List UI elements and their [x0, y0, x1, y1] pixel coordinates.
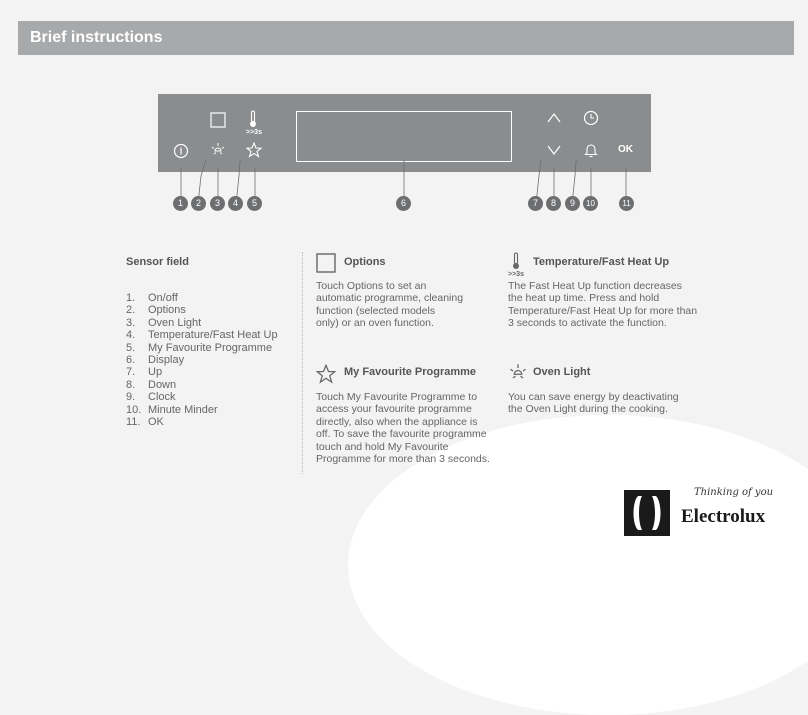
- logo-mark-icon: [624, 490, 670, 536]
- callout-number: 5: [247, 196, 262, 211]
- callout-number: 10: [583, 196, 598, 211]
- list-item: 4. Temperature/Fast Heat Up: [126, 329, 278, 342]
- ok-button[interactable]: OK: [618, 144, 633, 155]
- callout-number: 7: [528, 196, 543, 211]
- oven-light-text: You can save energy by deactivating the Oven Light during the cooking.: [508, 391, 679, 416]
- callout-number: 2: [191, 196, 206, 211]
- list-item: 5. My Favourite Programme: [126, 341, 273, 354]
- sensor-list: [126, 292, 278, 428]
- thermometer-icon: [511, 252, 521, 270]
- thermometer-icon[interactable]: [248, 110, 258, 128]
- options-square-icon[interactable]: [210, 112, 226, 128]
- options-title: Options: [344, 256, 386, 268]
- star-icon: [316, 364, 336, 384]
- list-item: 10. Minute Minder: [126, 403, 218, 416]
- callout-number: 6: [396, 196, 411, 211]
- callout-number: 1: [173, 196, 188, 211]
- oven-light-icon: [508, 363, 528, 383]
- options-text: Touch Options to set an automatic programme, cleaning function (selected models only) or an oven function.: [316, 280, 464, 330]
- power-icon[interactable]: [173, 143, 189, 159]
- chevron-up-icon[interactable]: [547, 112, 561, 124]
- callout-number: 8: [546, 196, 561, 211]
- callout-number: 9: [565, 196, 580, 211]
- brand-tagline: Thinking of you: [694, 487, 774, 498]
- electrolux-logo: [624, 490, 670, 536]
- temperature-title: Temperature/Fast Heat Up: [533, 256, 670, 268]
- fast-heat-icon-label: >>3s: [508, 271, 524, 278]
- list-item: 1. On/off: [126, 292, 178, 304]
- bell-icon[interactable]: [584, 142, 598, 158]
- callout-number: 3: [210, 196, 225, 211]
- temperature-text: The Fast Heat Up function decreases the heat up time. Press and hold Temperature/Fast Heat Up for more than 3 seconds to activate the function.: [508, 280, 698, 330]
- callout-diagram: [158, 160, 658, 220]
- favourite-title: My Favourite Programme: [344, 366, 477, 378]
- chevron-down-icon[interactable]: [547, 144, 561, 156]
- list-item: 8. Down: [126, 378, 177, 391]
- list-item: 6. Display: [126, 354, 185, 367]
- display-screen: [296, 111, 512, 162]
- options-square-icon: [316, 253, 336, 273]
- list-item: 2. Options: [126, 304, 186, 317]
- page-header: [18, 21, 794, 55]
- star-icon[interactable]: [246, 142, 262, 158]
- oven-light-icon[interactable]: [210, 142, 226, 158]
- oven-light-title: Oven Light: [533, 366, 591, 378]
- brand-name: Electrolux: [681, 506, 766, 527]
- list-item: 9. Clock: [126, 391, 176, 404]
- page-title: Brief instructions: [30, 29, 163, 46]
- callout-number: 11: [619, 196, 634, 211]
- list-item: 11. OK: [126, 416, 164, 429]
- list-item: 7. Up: [126, 366, 163, 379]
- column-divider: [302, 252, 303, 474]
- callout-number: 4: [228, 196, 243, 211]
- sensor-field-title: Sensor field: [126, 256, 189, 268]
- favourite-text: Touch My Favourite Programme to access your favourite programme directly, also when the appliance is off. To save the favourite programme touch and hold My Favourite Programme for more than 3 seconds.: [316, 391, 490, 466]
- list-item: 3. Oven Light: [126, 316, 202, 329]
- fast-heat-label: >>3s: [246, 129, 262, 136]
- clock-icon[interactable]: [583, 110, 599, 126]
